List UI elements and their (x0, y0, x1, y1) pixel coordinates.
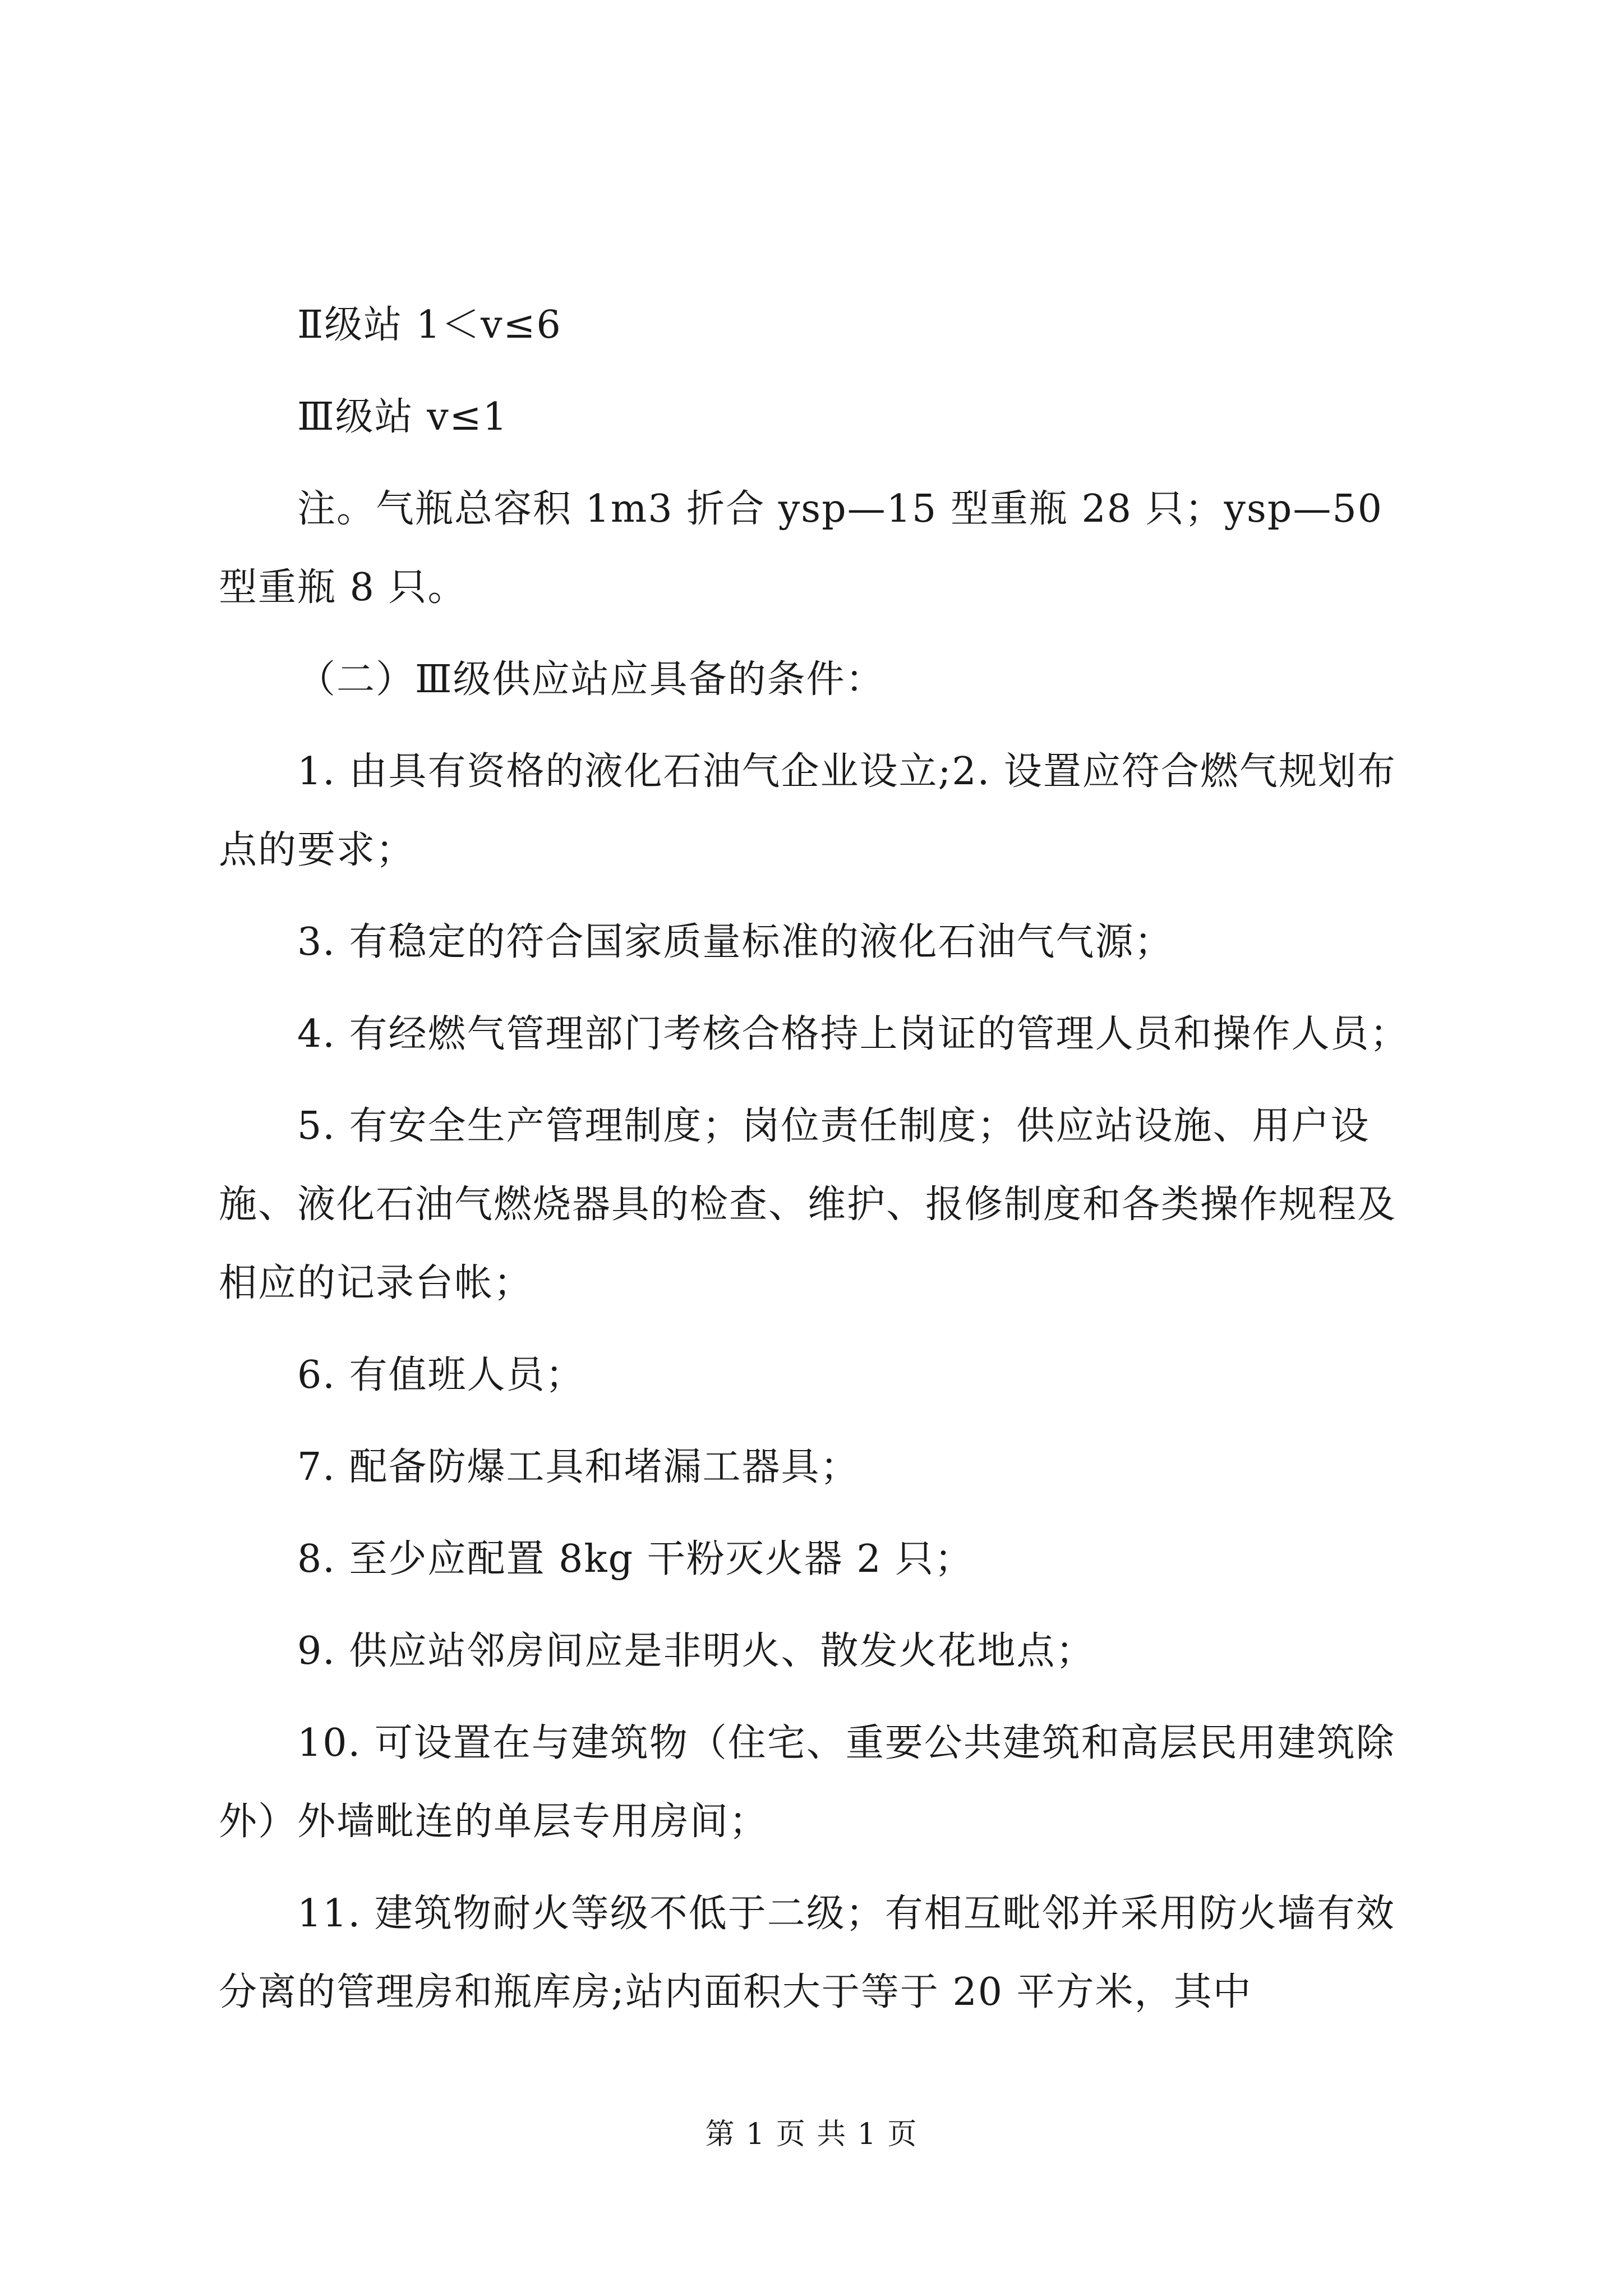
paragraph-note: 注。气瓶总容积 1m3 折合 ysp—15 型重瓶 28 只；ysp—50 型重瓶 8 只。 (219, 487, 1396, 610)
paragraph-class-3-station: Ⅲ级站 v≤1 (297, 395, 508, 439)
paragraph-item-7: 7. 配备防爆工具和堵漏工器具； (297, 1445, 860, 1489)
paragraph-item-3: 3. 有稳定的符合国家质量标准的液化石油气气源； (297, 920, 1174, 964)
section-heading-conditions: （二）Ⅲ级供应站应具备的条件： (297, 657, 885, 702)
paragraph-item-1-2: 1. 由具有资格的液化石油气企业设立;2. 设置应符合燃气规划布点的要求； (219, 749, 1396, 872)
paragraph-item-11: 11. 建筑物耐火等级不低于二级；有相互毗邻并采用防火墙有效分离的管理房和瓶库房;站内面积大于等于 20 平方米，其中 (219, 1892, 1395, 2014)
paragraph-class-2-station: Ⅱ级站 1＜v≤6 (297, 303, 562, 347)
paragraph-item-6: 6. 有值班人员； (297, 1353, 585, 1397)
paragraph-item-5: 5. 有安全生产管理制度；岗位责任制度；供应站设施、用户设施、液化石油气燃烧器具的检查、维护、报修制度和各类操作规程及相应的记录台帐； (219, 1104, 1397, 1305)
page-footer: 第 1 页 共 1 页 (705, 2118, 918, 2151)
paragraph-item-8: 8. 至少应配置 8kg 干粉灭火器 2 只； (297, 1537, 974, 1581)
paragraph-item-9: 9. 供应站邻房间应是非明火、散发火花地点； (297, 1629, 1095, 1673)
document-body (219, 286, 1430, 2045)
paragraph-item-10: 10. 可设置在与建筑物（住宅、重要公共建筑和高层民用建筑除外）外墙毗连的单层专用房间； (219, 1721, 1395, 1844)
paragraph-item-4: 4. 有经燃气管理部门考核合格持上岗证的管理人员和操作人员； (297, 1012, 1409, 1056)
